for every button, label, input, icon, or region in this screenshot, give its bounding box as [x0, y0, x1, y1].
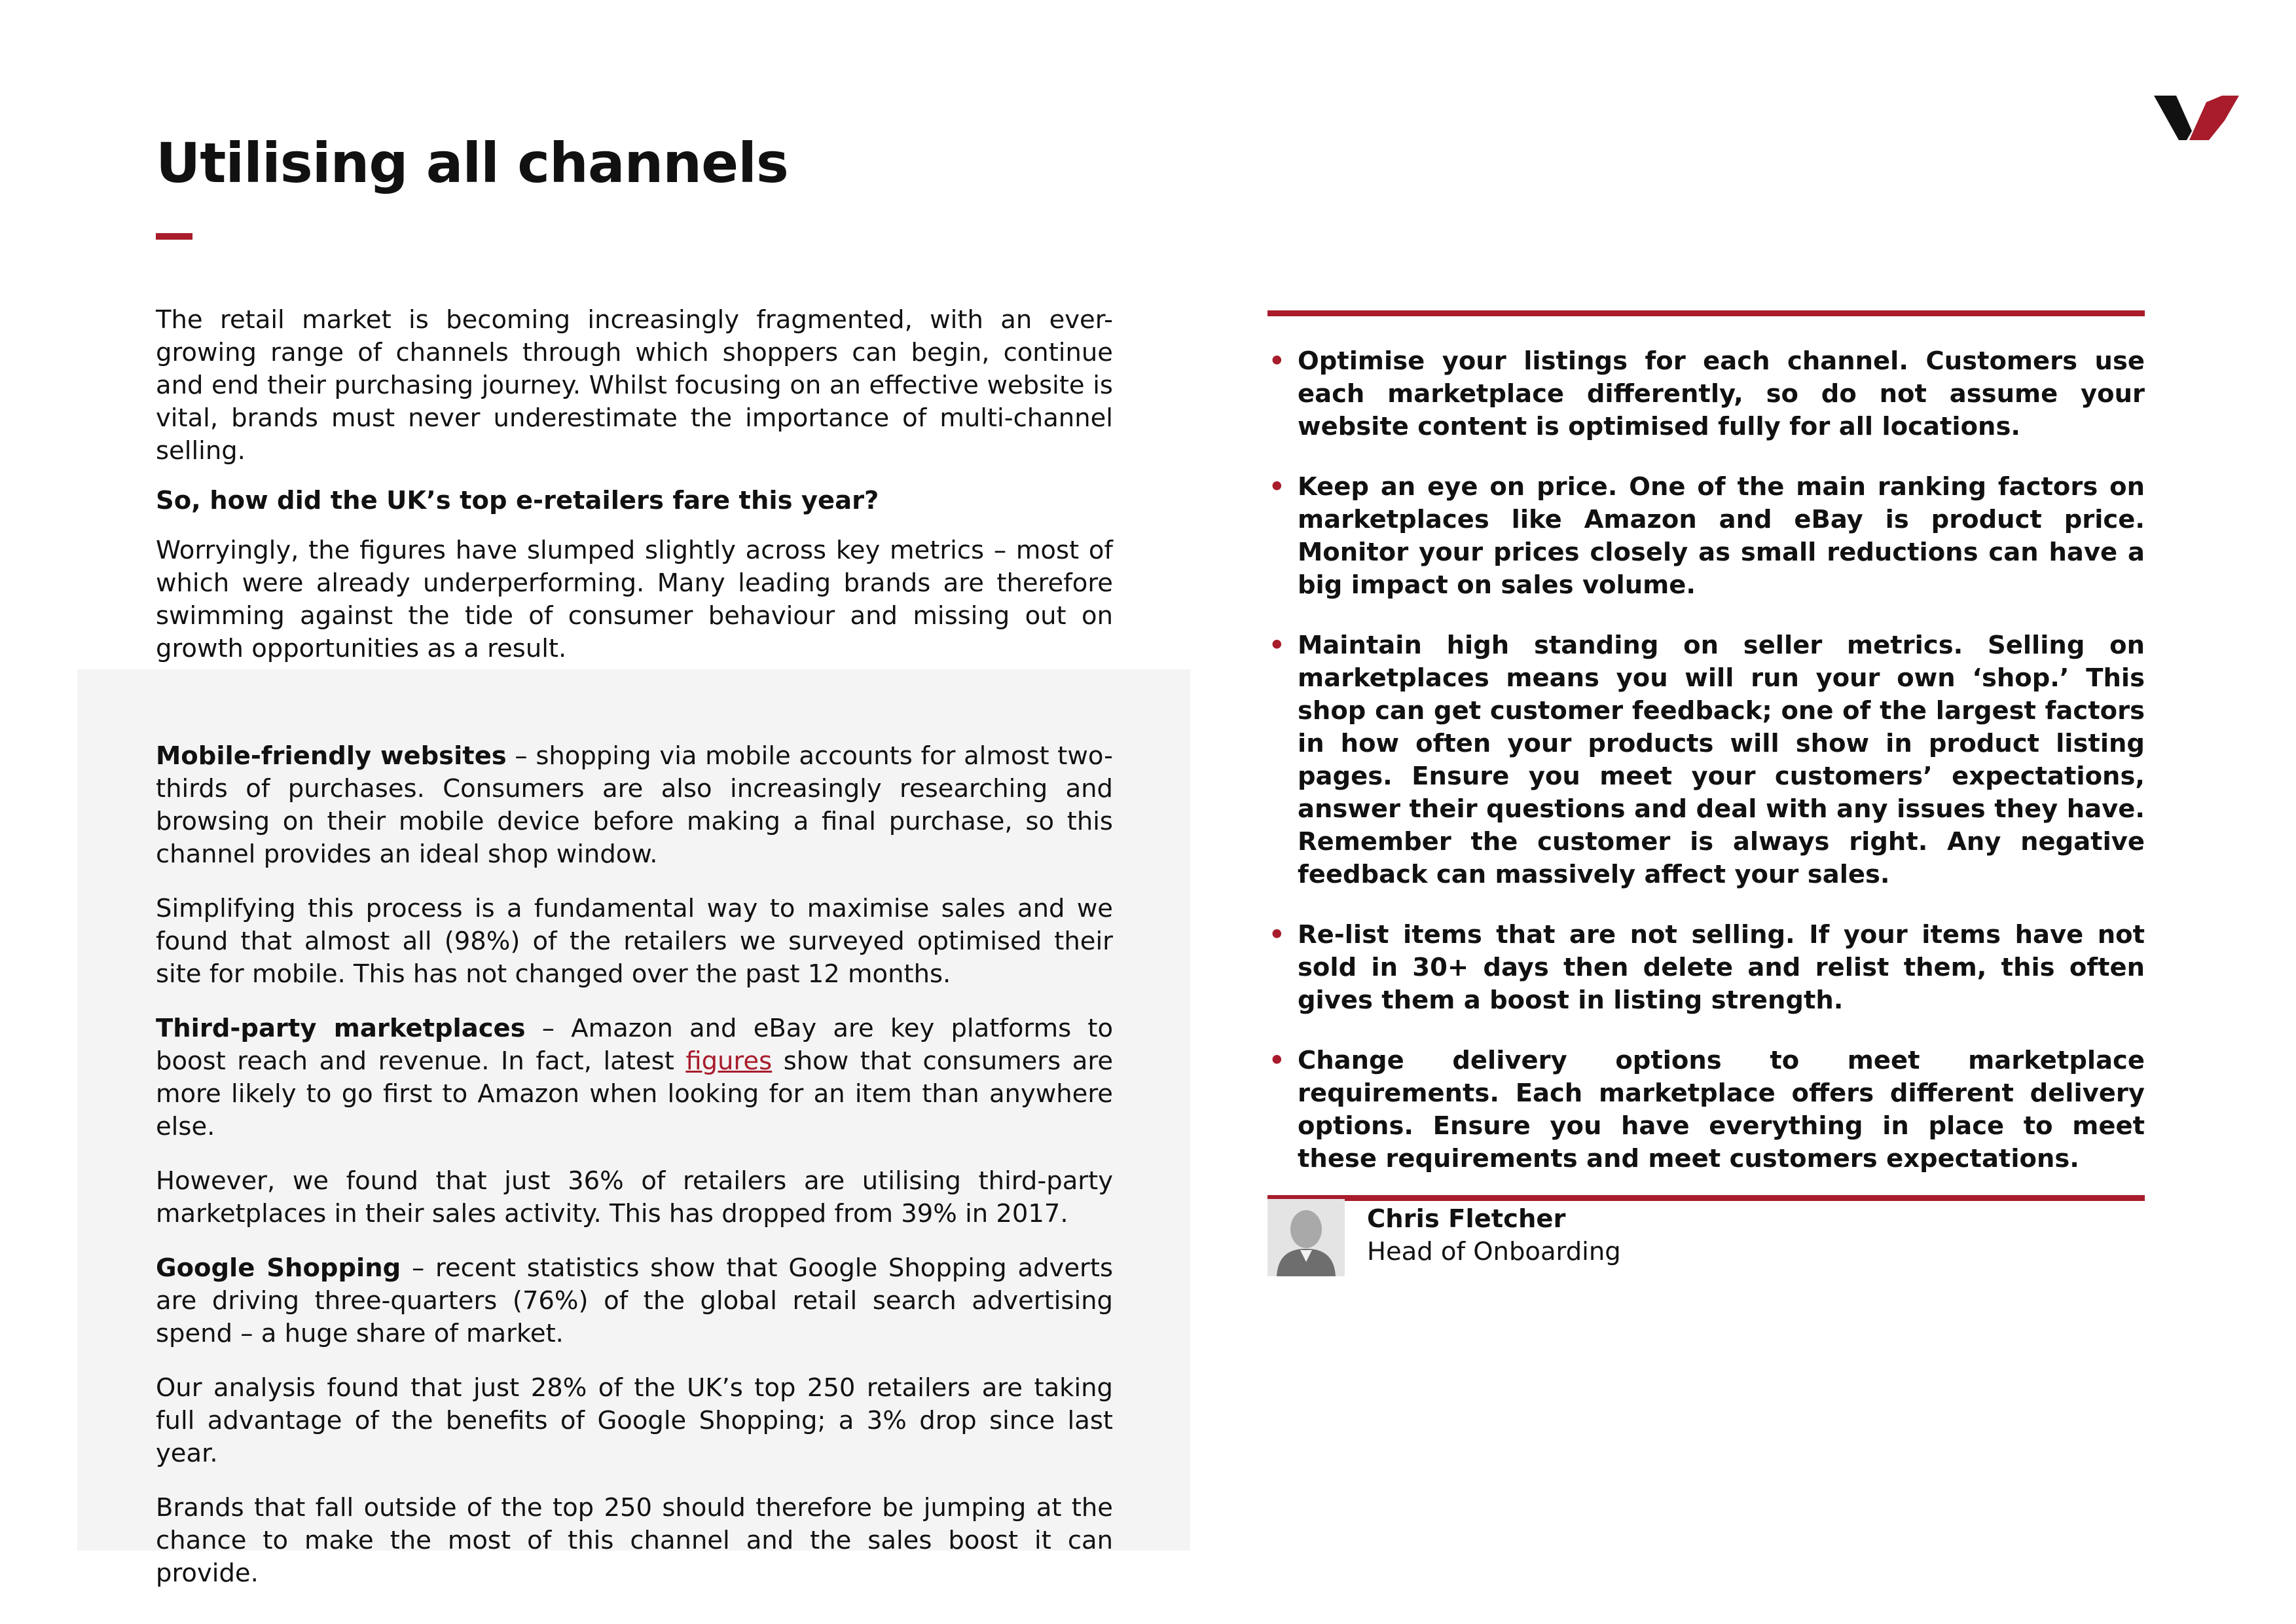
tip-item — [1267, 629, 2145, 891]
tip-item — [1267, 345, 2145, 443]
closing-paragraph: Brands that fall outside of the top 250 should therefore be jumping at the chance to make the most of this channel and the sales boost it can provide. — [156, 1493, 1113, 1588]
google-paragraph — [156, 1252, 1113, 1350]
tip-item — [1267, 1044, 2145, 1175]
tip-text: Optimise your listings for each channel. Customers use each marketplace differently, so do not assume your website content is optimised fully for all locations. — [1298, 346, 2145, 441]
mobile-text: – shopping via mobile accounts for almost two-thirds of purchases. Consumers are also increasingly researching and browsing on their mobile device before making a final purchase, so this channel provides an ideal shop window. — [156, 741, 1114, 869]
bullet-icon: • — [1269, 1046, 1285, 1075]
author-role: Head of Onboarding — [1367, 1237, 1621, 1266]
google-text: – recent statistics show that Google Shopping adverts are driving three-quarters (76%) of the global retail search advertising spend – a huge share of market. — [156, 1253, 1113, 1348]
marketplaces-text: show that consumers are more likely to go first to Amazon when looking for an item than anywhere else. — [156, 1046, 1113, 1141]
bullet-icon: • — [1269, 631, 1285, 660]
tips-box — [1267, 310, 2145, 1266]
tip-text: Keep an eye on price. One of the main ranking factors on marketplaces like Amazon and eBay is product price. Monitor your prices closely as small reductions can have a big impact on sales volume. — [1298, 472, 2145, 600]
bullet-icon: • — [1269, 920, 1285, 950]
bullet-icon: • — [1269, 346, 1285, 376]
author-avatar — [1267, 1199, 1345, 1276]
marketplaces-paragraph — [156, 1012, 1113, 1143]
tip-text: Maintain high standing on seller metrics. Selling on marketplaces means you will run your own ‘shop.’ This shop can get customer feedback; one of the largest factors in how often your products will show in product listing pages. Ensure you meet your customers’ expectations, answer their questions and deal with any issues they have. Remember the customer is always right. Any negative feedback can massively affect your sales. — [1298, 631, 2145, 889]
title-accent-bar — [156, 233, 192, 240]
intro-question: So, how did the UK’s top e-retailers fare this year? — [156, 486, 879, 515]
page-title: Utilising all channels — [156, 131, 788, 195]
intro-section — [156, 304, 1113, 682]
marketplaces-stat-paragraph: However, we found that just 36% of retailers are utilising third-party marketplaces in their sales activity. This has dropped from 39% in 2017. — [156, 1166, 1113, 1228]
tip-text: Change delivery options to meet marketplace requirements. Each marketplace offers different delivery options. Ensure you have everything in place to meet these requirements and meet customers expectations. — [1298, 1046, 2145, 1173]
google-lead: Google Shopping — [156, 1253, 401, 1283]
mobile-stat-paragraph: Simplifying this process is a fundamental way to maximise sales and we found that almost all (98%) of the retailers we surveyed optimised their site for mobile. This has not changed over the past 12 months. — [156, 894, 1113, 989]
intro-paragraph: The retail market is becoming increasingly fragmented, with an ever-growing range of channels through which shoppers can begin, continue and end their purchasing journey. Whilst focusing on an effective website is vital, brands must never underestimate the importance of multi-channel selling. — [156, 305, 1113, 466]
marketplaces-text: – Amazon and eBay are key platforms to boost reach and revenue. In fact, latest — [156, 1014, 1113, 1076]
author-block — [1267, 1199, 2145, 1278]
tip-item — [1267, 919, 2145, 1017]
tip-text: Re-list items that are not selling. If your items have not sold in 30+ days then delete and relist them, this often gives them a boost in listing strength. — [1298, 920, 2145, 1015]
brand-logo-icon — [2154, 92, 2239, 144]
marketplaces-lead: Third-party marketplaces — [156, 1014, 526, 1043]
tips-list — [1267, 345, 2145, 1175]
figures-link[interactable]: figures — [685, 1046, 773, 1076]
google-stat-paragraph: Our analysis found that just 28% of the UK’s top 250 retailers are taking full advantage of the benefits of Google Shopping; a 3% drop since last year. — [156, 1373, 1113, 1468]
tip-item — [1267, 471, 2145, 602]
author-name: Chris Fletcher — [1367, 1204, 1566, 1234]
intro-paragraph: Worryingly, the figures have slumped slightly across key metrics – most of which were already underperforming. Many leading brands are therefore swimming against the tide of consumer behaviour and missing out on growth opportunities as a result. — [156, 536, 1113, 663]
bullet-icon: • — [1269, 472, 1285, 502]
mobile-paragraph — [156, 740, 1113, 871]
mobile-lead: Mobile-friendly websites — [156, 741, 507, 771]
channels-panel-text — [156, 740, 1113, 1612]
